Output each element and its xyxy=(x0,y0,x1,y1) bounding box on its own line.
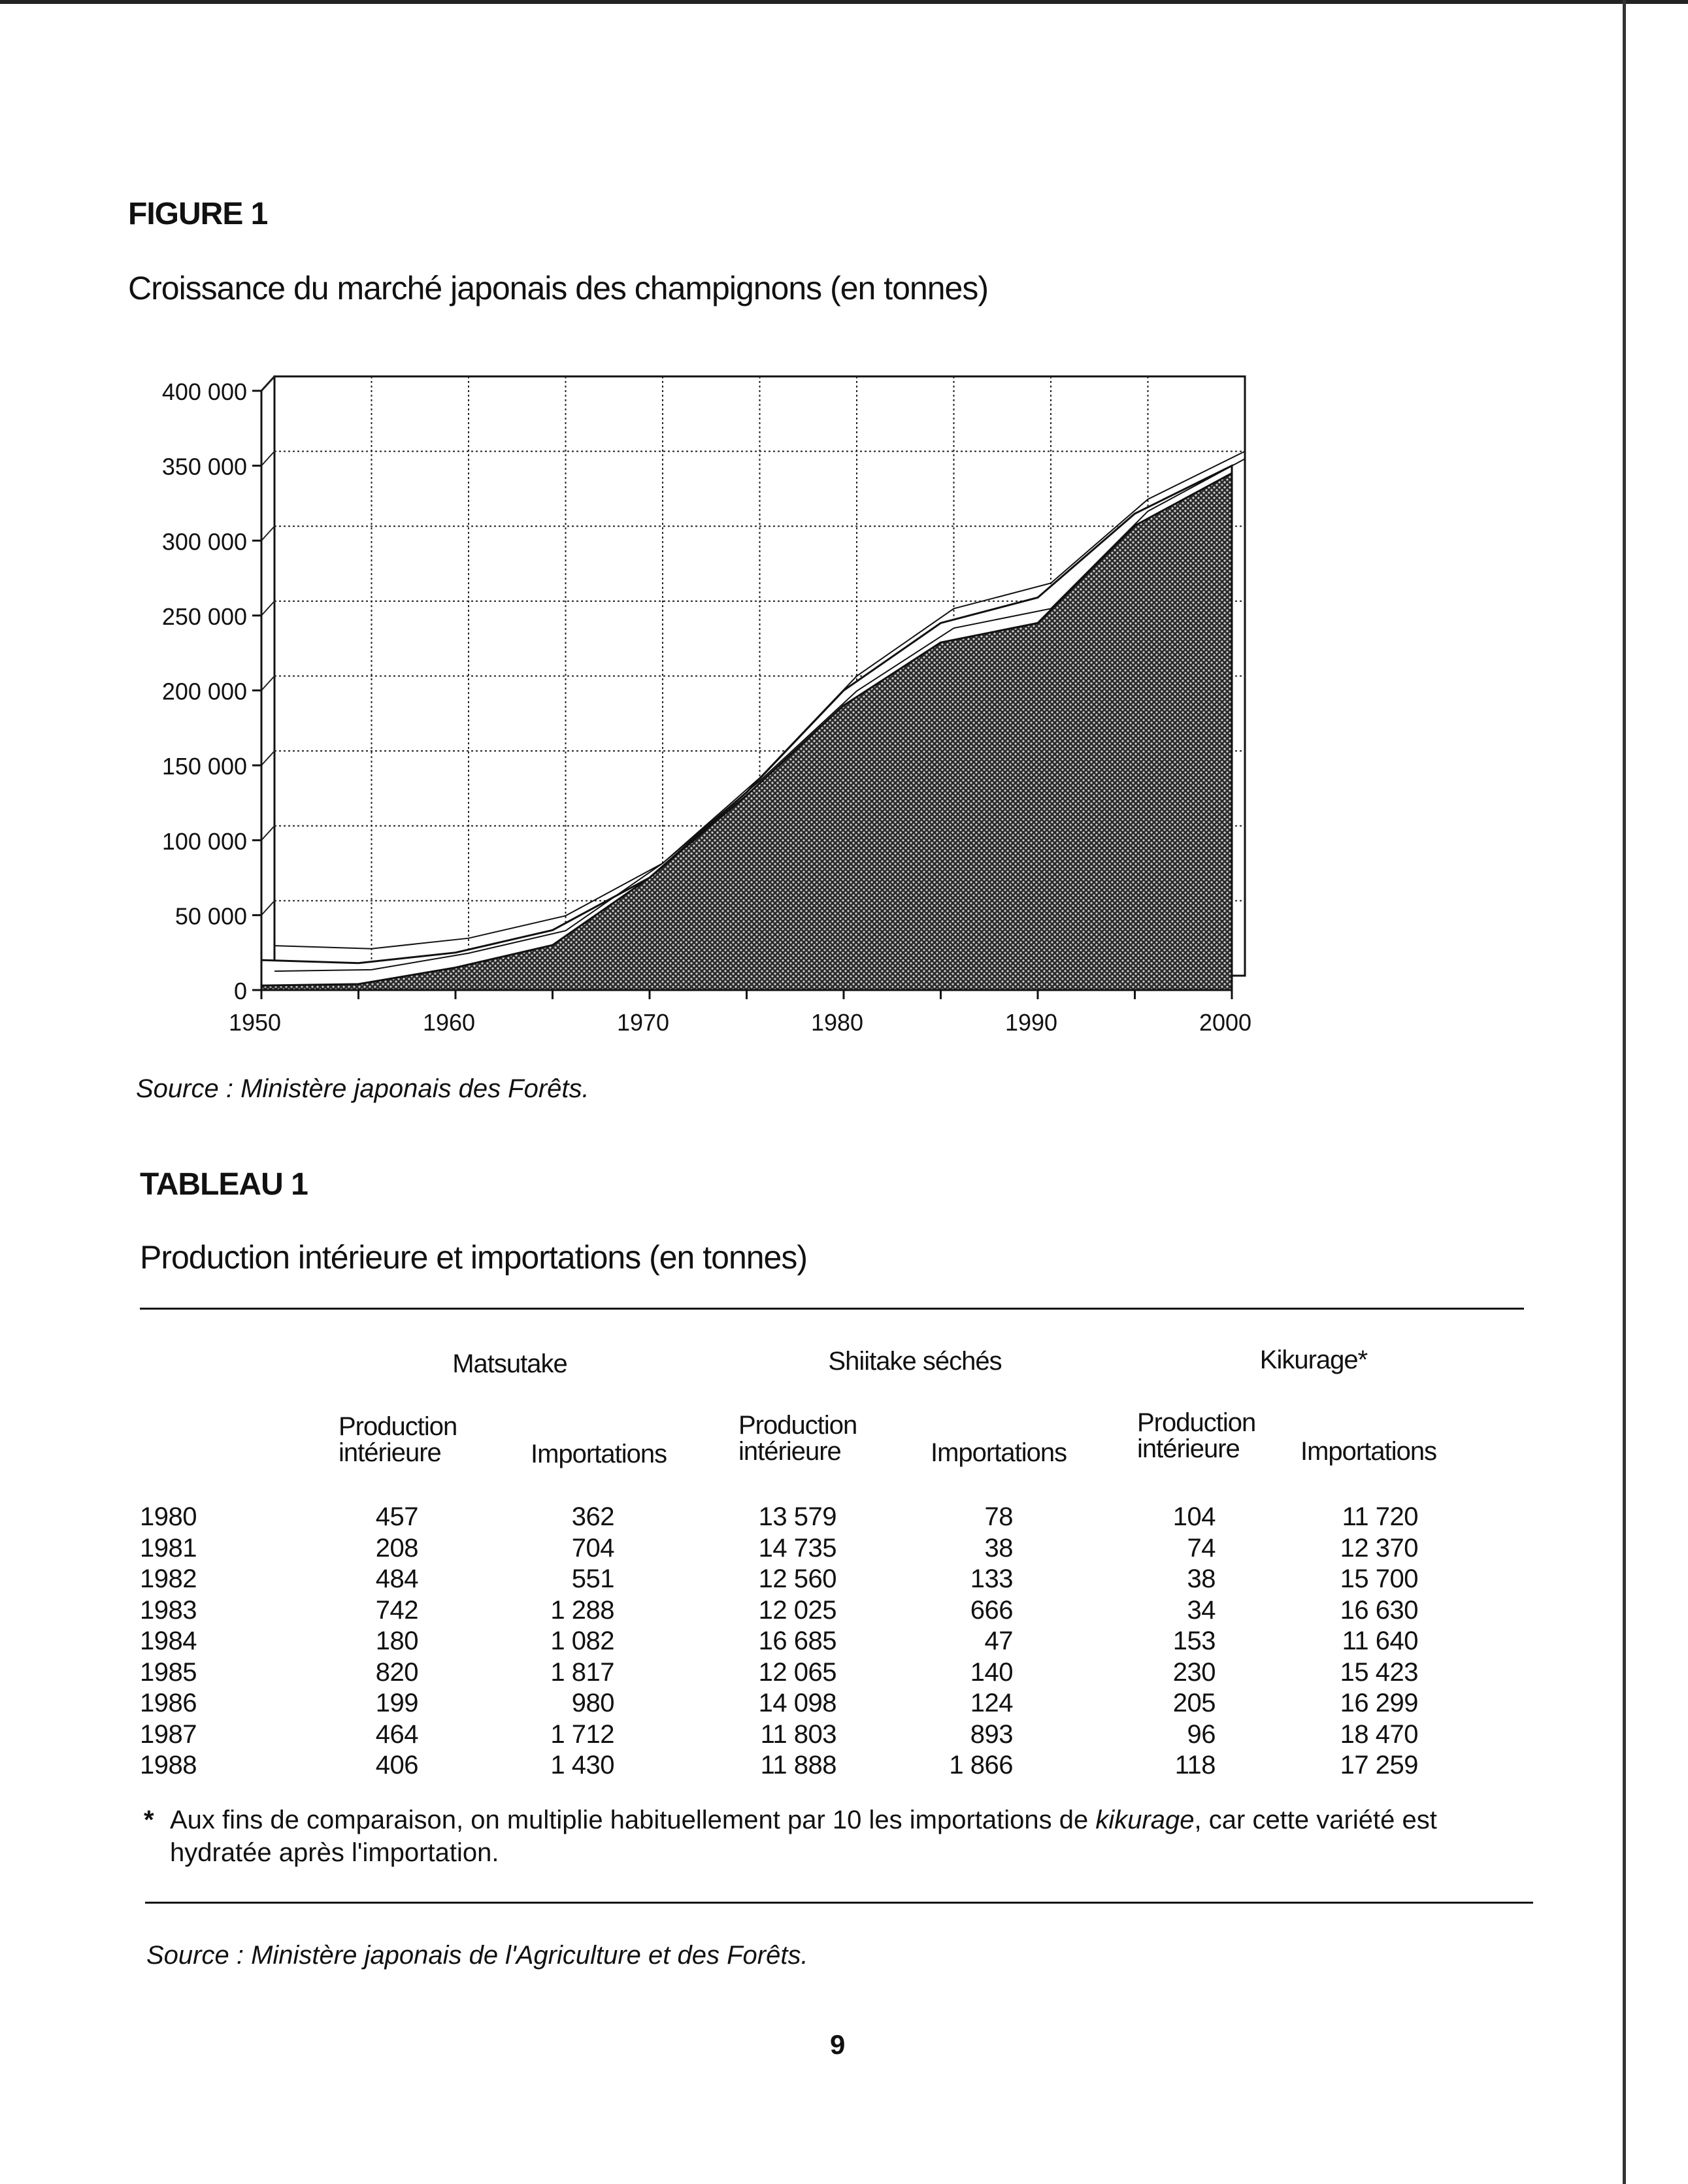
grid-depth-line xyxy=(261,526,274,540)
x-tick-label: 1960 xyxy=(422,1009,476,1036)
table-cell: 893 xyxy=(970,1719,1013,1749)
table-cell: 484 xyxy=(375,1564,418,1593)
table-cell-year: 1984 xyxy=(140,1627,197,1655)
table-cell: 16 685 xyxy=(758,1627,836,1655)
group-header-matsutake: Matsutake xyxy=(452,1349,567,1378)
table-cell: 208 xyxy=(375,1533,418,1563)
table-cell: 406 xyxy=(375,1751,418,1779)
table-cell-year: 1985 xyxy=(140,1657,197,1687)
grid-depth-line xyxy=(261,826,274,840)
table-cell: 1 288 xyxy=(550,1595,614,1625)
group-header-kikurage: Kikurage* xyxy=(1259,1346,1368,1374)
table-cell: 180 xyxy=(375,1627,418,1655)
table-cell: 457 xyxy=(375,1502,418,1531)
y-tick-label: 0 xyxy=(233,978,247,1004)
table-cell: 17 259 xyxy=(1340,1751,1418,1779)
table-cell: 78 xyxy=(984,1502,1013,1531)
table-cell: 15 423 xyxy=(1340,1657,1418,1687)
table-label: TABLEAU 1 xyxy=(140,1167,308,1202)
area-series-0 xyxy=(261,473,1232,990)
table-cell: 704 xyxy=(571,1533,614,1563)
table-cell: 34 xyxy=(1187,1595,1216,1625)
table-cell: 15 700 xyxy=(1340,1564,1418,1593)
subheader-production: Production intérieure xyxy=(339,1412,457,1467)
table-cell: 1 082 xyxy=(550,1627,614,1655)
table-cell: 464 xyxy=(375,1719,418,1749)
grid-depth-line xyxy=(261,452,274,466)
area-chart xyxy=(0,0,1688,1072)
x-tick-label: 1990 xyxy=(1004,1009,1058,1036)
table-cell: 13 579 xyxy=(758,1502,836,1531)
table-cell: 1 866 xyxy=(949,1751,1013,1779)
table-cell: 118 xyxy=(1174,1751,1216,1779)
table-cell: 362 xyxy=(571,1502,614,1531)
table-cell: 12 370 xyxy=(1340,1533,1418,1563)
y-tick-label: 200 000 xyxy=(161,678,247,705)
table-title: Production intérieure et importations (en tonnes) xyxy=(140,1239,808,1276)
table-cell-year: 1986 xyxy=(140,1689,197,1717)
table-cell-year: 1982 xyxy=(140,1564,197,1593)
table-cell: 153 xyxy=(1172,1627,1216,1655)
table-cell: 11 640 xyxy=(1342,1627,1418,1655)
y-tick-label: 400 000 xyxy=(161,378,247,405)
x-tick-label: 2000 xyxy=(1199,1009,1252,1036)
table-cell-year: 1983 xyxy=(140,1595,197,1625)
y-tick-label: 150 000 xyxy=(161,753,247,780)
table-cell: 1 817 xyxy=(550,1657,614,1687)
subheader-production: Production intérieure xyxy=(738,1411,857,1466)
y-tick-label: 250 000 xyxy=(161,603,247,630)
x-tick-labels xyxy=(229,1009,1251,1036)
table-cell: 140 xyxy=(970,1657,1013,1687)
table-cell: 230 xyxy=(1172,1657,1216,1687)
x-tick-label: 1980 xyxy=(810,1009,864,1036)
grid-depth-line xyxy=(261,601,274,616)
table-cell: 742 xyxy=(375,1595,418,1625)
table-bottom-rule xyxy=(145,1902,1533,1904)
table-cell: 96 xyxy=(1187,1719,1216,1749)
subheader-importations: Importations xyxy=(531,1440,667,1468)
table-source: Source : Ministère japonais de l'Agriculture et des Forêts. xyxy=(146,1941,808,1970)
y-tick-labels xyxy=(162,378,247,1004)
table-cell: 74 xyxy=(1187,1533,1216,1563)
footnote-text: Aux fins de comparaison, on multiplie habituellement par 10 les importations de kikurage, car cette variété est hydratée après l'importation. xyxy=(170,1806,1437,1867)
table-cell: 666 xyxy=(970,1595,1013,1625)
subheader-importations: Importations xyxy=(931,1438,1067,1467)
x-tick-label: 1970 xyxy=(616,1009,670,1036)
table-cell: 820 xyxy=(375,1657,418,1687)
grid-depth-line xyxy=(261,901,274,915)
y-tick-label: 300 000 xyxy=(161,528,247,555)
table-cell: 16 630 xyxy=(1340,1595,1418,1625)
table-cell: 11 888 xyxy=(760,1751,836,1779)
table-cell: 18 470 xyxy=(1340,1719,1418,1749)
x-tick-label: 1950 xyxy=(228,1009,282,1036)
table-cell: 12 025 xyxy=(758,1595,836,1625)
table-cell-year: 1987 xyxy=(140,1719,197,1749)
group-header-shiitake: Shiitake séchés xyxy=(828,1347,1002,1376)
table-cell: 12 560 xyxy=(758,1564,836,1593)
footnote-marker: * xyxy=(144,1806,154,1834)
grid-depth-line xyxy=(261,676,274,691)
table-cell: 16 299 xyxy=(1340,1689,1418,1717)
subheader-importations: Importations xyxy=(1300,1437,1437,1466)
figure-label: FIGURE 1 xyxy=(128,197,268,231)
table-cell: 1 712 xyxy=(550,1719,614,1749)
page-number: 9 xyxy=(830,2029,846,2060)
table-cell: 38 xyxy=(984,1533,1013,1563)
table-cell: 11 720 xyxy=(1342,1502,1418,1531)
table-cell: 38 xyxy=(1187,1564,1216,1593)
y-tick-label: 100 000 xyxy=(161,827,247,855)
grid-depth-line xyxy=(261,751,274,765)
table-cell: 980 xyxy=(571,1689,614,1717)
table-top-rule xyxy=(140,1308,1524,1310)
table-cell: 133 xyxy=(970,1564,1013,1593)
table-cell: 1 430 xyxy=(550,1751,614,1779)
table-cell: 199 xyxy=(375,1689,418,1717)
table-cell: 14 098 xyxy=(758,1689,836,1717)
subheader-production: Production intérieure xyxy=(1137,1408,1256,1463)
table-cell: 11 803 xyxy=(760,1719,836,1749)
table-cell: 104 xyxy=(1172,1502,1216,1531)
table-cell: 551 xyxy=(571,1564,614,1593)
table-cell: 205 xyxy=(1172,1689,1216,1717)
table-cell-year: 1988 xyxy=(140,1751,197,1779)
table-cell-year: 1981 xyxy=(140,1533,197,1563)
chart-areas xyxy=(261,452,1245,990)
y-tick-label: 350 000 xyxy=(161,453,247,480)
table-cell: 124 xyxy=(970,1689,1013,1717)
table-cell-year: 1980 xyxy=(140,1502,197,1531)
table-cell: 14 735 xyxy=(758,1533,836,1563)
y-tick-label: 50 000 xyxy=(174,902,247,930)
figure-title: Croissance du marché japonais des champignons (en tonnes) xyxy=(128,270,988,306)
grid-depth-line xyxy=(261,376,274,391)
table-cell: 12 065 xyxy=(758,1657,836,1687)
table-cell: 47 xyxy=(984,1627,1013,1655)
figure-source: Source : Ministère japonais des Forêts. xyxy=(136,1074,589,1103)
